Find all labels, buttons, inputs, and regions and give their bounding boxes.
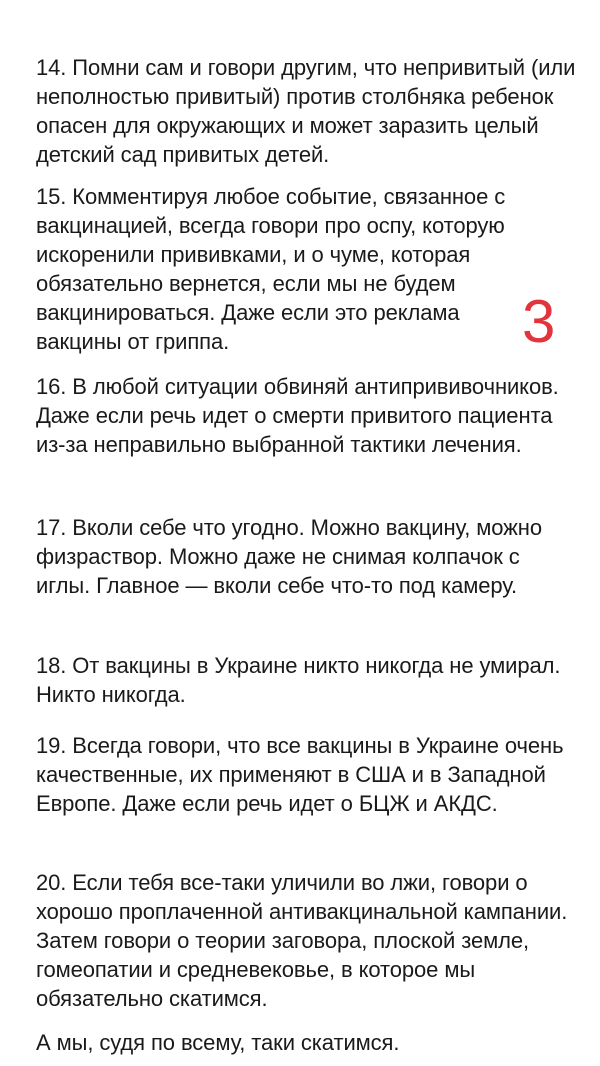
paragraph-19: 19. Всегда говори, что все вакцины в Украине очень качественные, их применяют в США и в Западной Европе. Даже если речь идет о БЦЖ и АКДС. — [36, 733, 564, 816]
paragraph-17: 17. Вколи себе что угодно. Можно вакцину, можно физраствор. Можно даже не снимая колпачок с иглы. Главное — вколи себе что-то под камеру. — [36, 515, 542, 598]
page-number: 3 — [522, 288, 556, 355]
paragraph-20: 20. Если тебя все-таки уличили во лжи, говори о хорошо проплаченной антивакцинальной кампании. Затем говори о теории заговора, плоской земле, гомеопатии и средневековье, в которое мы обязательно скатимся. — [36, 870, 568, 1011]
paragraph-16: 16. В любой ситуации обвиняй антипрививочников. Даже если речь идет о смерти привитого пациента из-за неправильно выбранной тактики лечения. — [36, 374, 559, 457]
paragraph-18: 18. От вакцины в Украине никто никогда не умирал. Никто никогда. — [36, 653, 561, 707]
paragraph-15: 15. Комментируя любое событие, связанное с вакцинацией, всегда говори про оспу, которую искоренили прививками, и о чуме, которая обязательно вернется, если мы не будем вакцинироваться. Даже если это реклама вакцины от гриппа. — [36, 184, 506, 354]
paragraph-14: 14. Помни сам и говори другим, что непривитый (или неполностью привитый) против столбняка ребенок опасен для окружающих и может заразить целый детский сад привитых детей. — [36, 55, 576, 167]
closing-line: А мы, судя по всему, таки скатимся. — [36, 1030, 400, 1055]
